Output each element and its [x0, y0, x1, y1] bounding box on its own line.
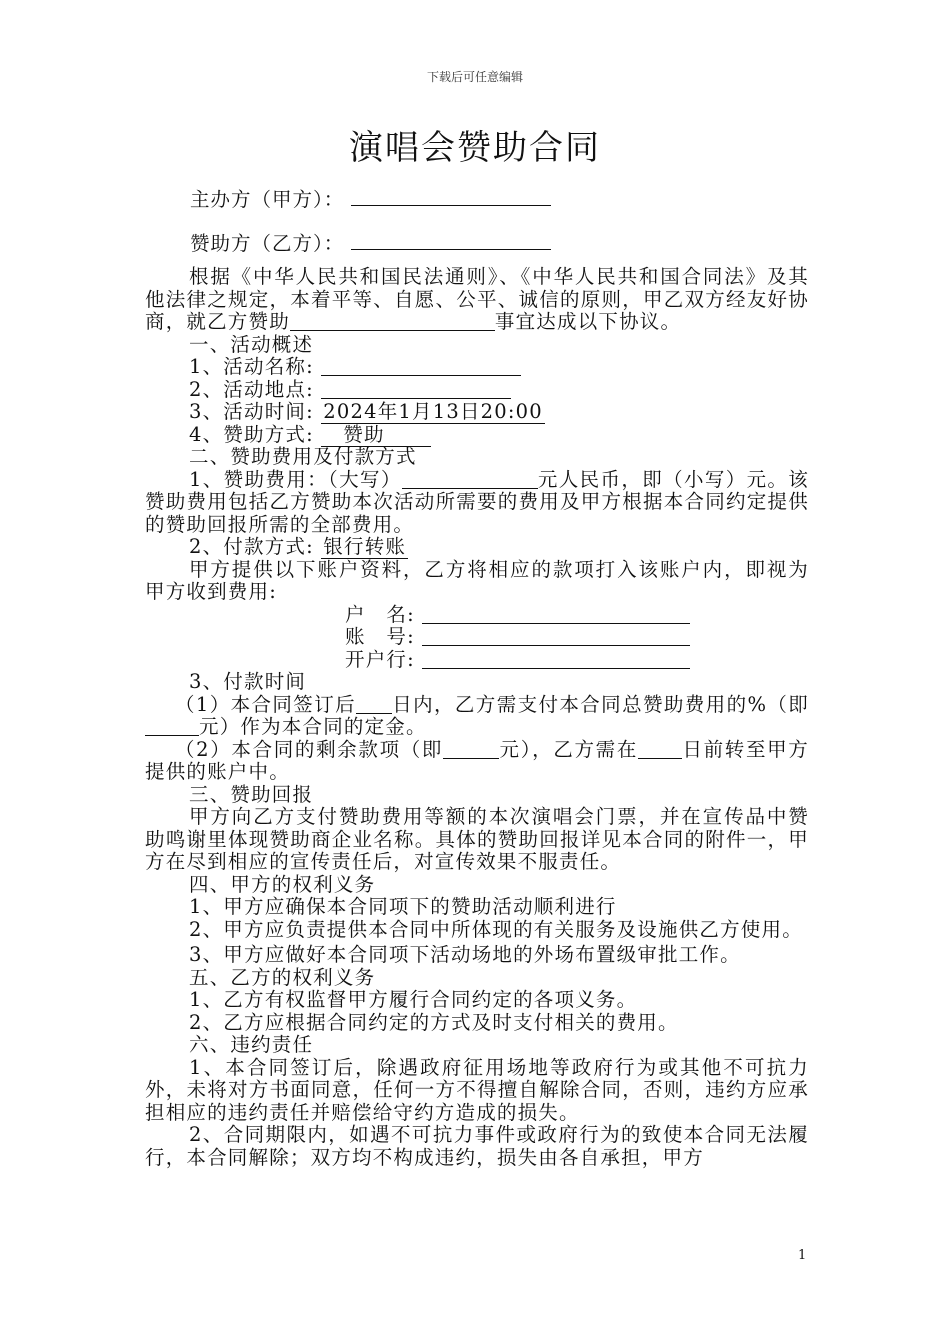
document-title: 演唱会赞助合同	[349, 128, 601, 168]
party-a-line	[190, 184, 551, 212]
section-4-item-3: 3、甲方应做好本合同项下活动场地的外场布置级审批工作。	[189, 943, 741, 966]
payment-method-value: 银行转账	[323, 535, 407, 558]
intro-text-1: 根据《中华人民共和国民法通则》、《中华人民共和国合同法》及其他法律之规定，本着平等、自愿、公平、诚信的原则，甲乙双方经友好协商，就乙方赞助	[145, 265, 809, 333]
remaining-amount-blank	[443, 740, 499, 759]
account-bank-label: 开户行:	[345, 647, 415, 671]
party-b-label: 赞助方（乙方）：	[190, 232, 345, 255]
payment-item-2-text-c: 日前转至甲方提供的账户中。	[145, 737, 810, 783]
sponsor-mode-value: 赞助	[321, 423, 430, 447]
party-a-label: 主办方（甲方）：	[190, 188, 345, 211]
account-number-line	[145, 626, 809, 649]
remaining-date-blank	[638, 740, 682, 759]
section-4-item-2: 2、甲方应负责提供本合同中所体现的有关服务及设施供乙方使用。	[189, 917, 803, 941]
section-3-text: 甲方向乙方支付赞助费用等额的本次演唱会门票，并在宣传品中赞助鸣谢里体现赞助商企业名称。具体的赞助回报详见本合同的附件一，甲方在尽到相应的宣传责任后，对宣传效果不服责任。	[145, 805, 809, 873]
sponsor-mode-label: 4、赞助方式:	[189, 422, 314, 446]
header-note: 下载后可任意编辑	[426, 70, 523, 84]
payment-method-label: 2、付款方式:	[189, 535, 314, 558]
payment-item-2	[145, 739, 809, 784]
intro-text-2: 事宜达成以下协议。	[494, 310, 682, 333]
account-name-blank	[422, 605, 690, 624]
account-name-line	[145, 604, 809, 627]
page-number: 1	[798, 1248, 807, 1263]
payment-item-1-text-b: 日内，乙方需支付本合同总赞助费用的%（即	[392, 692, 809, 716]
activity-time-line	[145, 401, 809, 424]
section-5-heading: 五、乙方的权利义务	[189, 965, 376, 989]
payment-item-2-text-b: 元），乙方需在	[499, 737, 638, 761]
account-bank-blank	[422, 650, 690, 669]
payment-time-heading: 3、付款时间	[189, 670, 307, 693]
fee-paragraph	[145, 469, 809, 537]
deposit-amount-blank	[145, 717, 199, 736]
fee-uppercase-blank	[402, 470, 538, 489]
activity-place-line	[145, 379, 809, 402]
intro-paragraph	[145, 266, 809, 334]
payment-item-1	[145, 694, 809, 739]
activity-name-label: 1、活动名称:	[189, 355, 314, 378]
party-b-line	[190, 228, 551, 256]
account-number-label: 账 号:	[345, 625, 415, 648]
section-4-item-1: 1、甲方应确保本合同项下的赞助活动顺利进行	[189, 895, 617, 918]
sponsor-item-blank	[290, 312, 495, 331]
activity-place-blank	[321, 380, 511, 399]
section-3-heading: 三、赞助回报	[189, 782, 314, 806]
section-6-item-2: 2、合同期限内，如遇不可抗力事件或政府行为的致使本合同无法履行，本合同解除；双方均不构成违约，损失由各自承担，甲方	[145, 1123, 809, 1169]
fee-text-2: 元人民币，即（小写）元。该赞助费用包括乙方赞助本次活动所需要的费用及甲方根据本合同约定提供的赞助回报所需的全部费用。	[145, 467, 810, 536]
activity-name-line	[145, 356, 809, 379]
section-2-heading: 二、赞助费用及付款方式	[189, 445, 417, 468]
party-b-blank	[351, 248, 551, 250]
contract-body	[145, 266, 809, 1169]
section-5-item-1: 1、乙方有权监督甲方履行合同约定的各项义务。	[189, 988, 638, 1011]
account-name-label: 户 名:	[345, 602, 415, 626]
activity-time-label: 3、活动时间:	[189, 400, 314, 423]
activity-place-label: 2、活动地点:	[189, 377, 314, 401]
payment-item-1-text-a: （1）本合同签订后	[175, 692, 356, 716]
account-bank-line	[145, 649, 809, 672]
section-4-heading: 四、甲方的权利义务	[189, 872, 376, 896]
activity-time-value: 2024年1月13日20:00	[323, 400, 543, 423]
deposit-days-blank	[356, 695, 392, 714]
sponsor-mode-line	[145, 424, 809, 447]
fee-text-1: 1、赞助费用：（大写）	[189, 467, 402, 491]
payment-item-2-text-a: （2）本合同的剩余款项（即	[175, 737, 444, 761]
section-6-item-1: 1、本合同签订后，除遇政府征用场地等政府行为或其他不可抗力外，未将对方书面同意，任何一方不得擅自解除合同，否则，违约方应承担相应的违约责任并赔偿给守约方造成的损失。	[145, 1055, 809, 1124]
activity-name-blank	[321, 357, 521, 376]
section-1-heading: 一、活动概述	[189, 332, 314, 356]
account-number-blank	[422, 627, 690, 646]
section-5-item-2: 2、乙方应根据合同约定的方式及时支付相关的费用。	[189, 1010, 679, 1034]
account-intro: 甲方提供以下账户资料，乙方将相应的款项打入该账户内，即视为甲方收到费用:	[145, 557, 809, 603]
section-6-heading: 六、违约责任	[189, 1033, 314, 1056]
payment-method-line	[145, 536, 809, 559]
payment-item-1-text-c: 元）作为本合同的定金。	[199, 715, 427, 738]
party-a-blank	[351, 204, 551, 206]
